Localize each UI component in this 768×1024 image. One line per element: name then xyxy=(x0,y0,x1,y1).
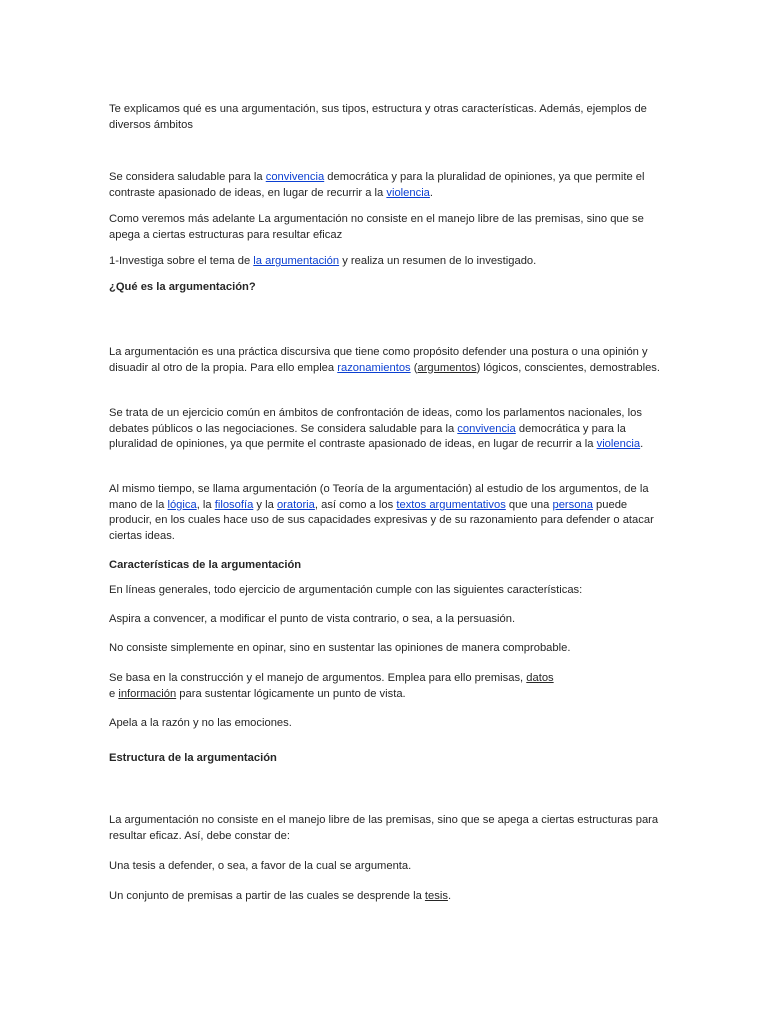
paragraph-definition: La argumentación es una práctica discursiva que tiene como propósito defender una postura o una opinión y disuadir al otro de la propia. Para ello emplea razonamientos (argumentos) lógicos, conscientes, demostrables. xyxy=(109,346,661,374)
paragraph-tesis: Una tesis a defender, o sea, a favor de la cual se argumenta. xyxy=(109,860,412,872)
intro-paragraph: Te explicamos qué es una argumentación, sus tipos, estructura y otras características. Además, ejemplos de diversos ámbitos xyxy=(109,103,647,131)
paragraph-ambitos: Se trata de un ejercicio común en ámbitos de confrontación de ideas, como los parlamentos nacionales, los debates públicos o las negociaciones. Se considera saludable para la convivencia democrática y para la pluralidad de opiniones, ya que permite el contraste apasionado de ideas, en lugar de recurrir a la violencia. xyxy=(109,407,644,451)
heading-estructura: Estructura de la argumentación xyxy=(109,752,277,764)
link-tesis[interactable]: tesis xyxy=(424,890,448,902)
link-logica[interactable]: lógica xyxy=(167,498,197,511)
link-filosofia[interactable]: filosofía xyxy=(214,498,254,511)
paragraph-task: 1-Investiga sobre el tema de la argumentación y realiza un resumen de lo investigado. xyxy=(109,255,537,267)
paragraph-se-basa: Se basa en la construcción y el manejo de argumentos. Emplea para ello premisas, datos e información para sustentar lógicamente un punto de vista. xyxy=(109,672,554,700)
link-violencia-2[interactable]: violencia xyxy=(596,438,641,451)
link-argumentos[interactable]: argumentos xyxy=(417,361,477,374)
link-oratoria[interactable]: oratoria xyxy=(276,498,315,511)
link-informacion[interactable]: información xyxy=(118,687,177,700)
heading-que-es: ¿Qué es la argumentación? xyxy=(109,281,256,293)
paragraph-estructura: La argumentación no consiste en el manejo libre de las premisas, sino que se apega a ciertas estructuras para resultar eficaz. Así, debe constar de: xyxy=(109,814,659,842)
paragraph-intro-structure: Como veremos más adelante La argumentación no consiste en el manejo libre de las premisas, sino que se apega a ciertas estructuras para resultar eficaz xyxy=(109,213,644,241)
paragraph-teoria: Al mismo tiempo, se llama argumentación (o Teoría de la argumentación) al estudio de los argumentos, de la mano de la lógica, la filosofía y la oratoria, así como a los textos argumentativos que una persona puede producir, en los cuales hace uso de sus capacidades expresivas y de su razonamiento para defender o atacar ciertas ideas. xyxy=(109,483,654,542)
link-convivencia[interactable]: convivencia xyxy=(265,171,325,183)
link-textos-argumentativos[interactable]: textos argumentativos xyxy=(396,498,506,511)
heading-caracteristicas: Características de la argumentación xyxy=(109,559,302,571)
link-datos[interactable]: datos xyxy=(526,672,554,684)
paragraph-premisas: Un conjunto de premisas a partir de las cuales se desprende la tesis. xyxy=(109,890,452,902)
paragraph-apela: Apela a la razón y no las emociones. xyxy=(109,717,292,729)
link-convivencia-2[interactable]: convivencia xyxy=(457,422,516,435)
paragraph-no-consiste: No consiste simplemente en opinar, sino en sustentar las opiniones de manera comprobable. xyxy=(109,642,571,654)
link-la-argumentacion[interactable]: la argumentación xyxy=(253,255,340,267)
paragraph-lineas-generales: En líneas generales, todo ejercicio de argumentación cumple con las siguientes características: xyxy=(109,584,583,596)
link-razonamientos[interactable]: razonamientos xyxy=(337,361,411,374)
link-violencia[interactable]: violencia xyxy=(386,186,430,199)
paragraph-aspira: Aspira a convencer, a modificar el punto de vista contrario, o sea, a la persuasión. xyxy=(109,613,516,625)
link-persona[interactable]: persona xyxy=(552,498,593,511)
paragraph-convivencia: Se considera saludable para la convivencia democrática y para la pluralidad de opiniones, ya que permite el contraste apasionado de ideas, en lugar de recurrir a la violencia. xyxy=(109,171,645,199)
